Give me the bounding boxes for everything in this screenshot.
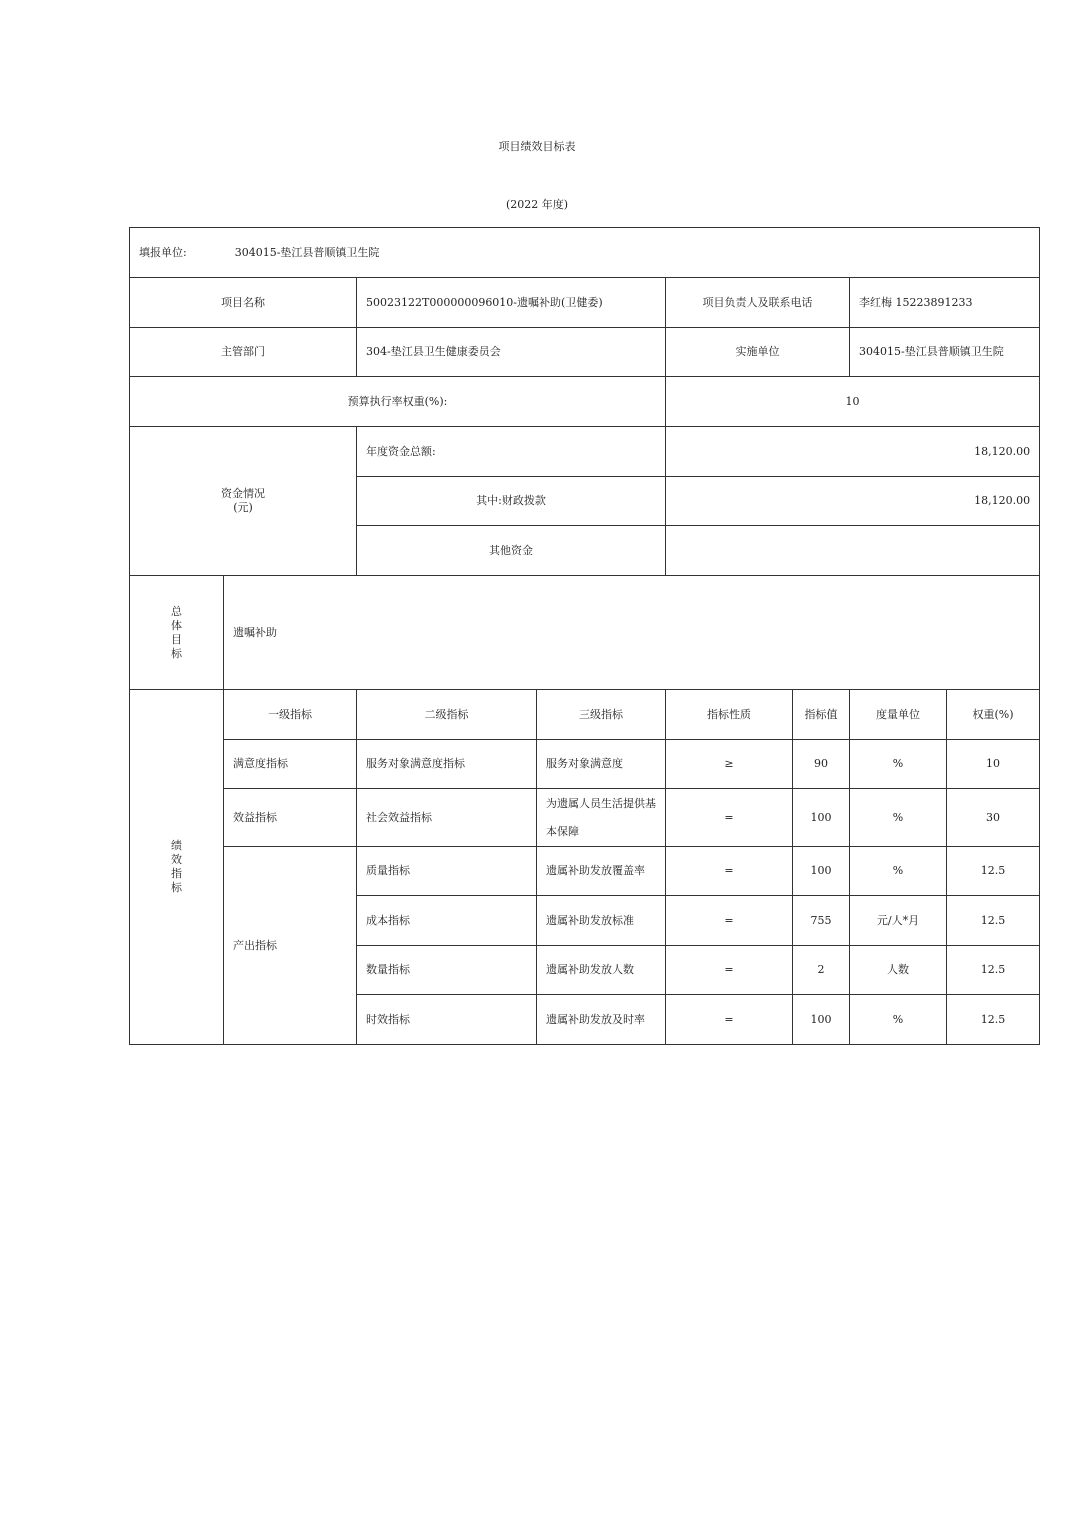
cell-weight: 30 <box>947 789 1040 847</box>
cell-level2: 服务对象满意度指标 <box>357 740 537 789</box>
perf-char: 绩 <box>171 839 182 852</box>
implementing-unit-label: 实施单位 <box>666 328 850 377</box>
perf-header-row <box>130 690 1040 740</box>
cell-weight: 12.5 <box>947 995 1040 1045</box>
table-row <box>130 789 1040 847</box>
goal-char: 总 <box>171 604 182 618</box>
cell-level1: 满意度指标 <box>224 740 357 789</box>
budget-weight-row <box>130 377 1040 427</box>
performance-table <box>129 227 1040 1045</box>
goal-char: 标 <box>171 646 182 660</box>
table-row <box>130 740 1040 789</box>
overall-goal-label <box>130 576 224 690</box>
cell-nature: = <box>666 946 793 995</box>
cell-level3: 服务对象满意度 <box>537 740 666 789</box>
cell-unit: % <box>850 740 947 789</box>
cell-value: 100 <box>793 789 850 847</box>
cell-weight: 10 <box>947 740 1040 789</box>
project-name-value: 50023122T000000096010-遗嘱补助(卫健委) <box>357 278 666 328</box>
goal-char: 目 <box>171 632 182 646</box>
goal-char: 体 <box>171 618 182 632</box>
cell-value: 100 <box>793 847 850 896</box>
cell-nature: ≥ <box>666 740 793 789</box>
cell-value: 100 <box>793 995 850 1045</box>
contact-value: 李红梅 15223891233 <box>850 278 1040 328</box>
department-label: 主管部门 <box>130 328 357 377</box>
perf-label <box>130 690 224 1045</box>
cell-nature: = <box>666 847 793 896</box>
cell-value: 90 <box>793 740 850 789</box>
cell-unit: % <box>850 847 947 896</box>
contact-label: 项目负责人及联系电话 <box>666 278 850 328</box>
page-title: 项目绩效目标表 <box>498 140 576 153</box>
funds-other-value <box>666 526 1040 576</box>
department-row <box>130 328 1040 377</box>
cell-value: 2 <box>793 946 850 995</box>
cell-unit: % <box>850 995 947 1045</box>
cell-level2: 社会效益指标 <box>357 789 537 847</box>
header-level2: 二级指标 <box>357 690 537 740</box>
overall-goal-value: 遗嘱补助 <box>224 576 1040 690</box>
funds-fiscal-label: 其中:财政拨款 <box>357 477 666 526</box>
overall-goal-row <box>130 576 1040 690</box>
cell-level3: 遗属补助发放及时率 <box>537 995 666 1045</box>
funds-label-line1: 资金情况 <box>221 487 265 500</box>
cell-level1: 产出指标 <box>224 847 357 1045</box>
funds-label-line2: (元) <box>233 501 253 514</box>
cell-unit: 人数 <box>850 946 947 995</box>
cell-nature: = <box>666 995 793 1045</box>
table-row <box>130 847 1040 896</box>
filler-value: 304015-垫江县普顺镇卫生院 <box>234 245 380 259</box>
department-value: 304-垫江县卫生健康委员会 <box>357 328 666 377</box>
perf-char: 指 <box>171 867 182 880</box>
header-level3: 三级指标 <box>537 690 666 740</box>
funds-fiscal-value: 18,120.00 <box>666 477 1040 526</box>
cell-level3: 为遗属人员生活提供基本保障 <box>537 789 666 847</box>
header-weight: 权重(%) <box>947 690 1040 740</box>
cell-level3: 遗属补助发放人数 <box>537 946 666 995</box>
cell-weight: 12.5 <box>947 847 1040 896</box>
funds-total-value: 18,120.00 <box>666 427 1040 477</box>
cell-nature: = <box>666 789 793 847</box>
filler-label: 填报单位: <box>139 245 187 259</box>
funds-other-label: 其他资金 <box>357 526 666 576</box>
header-unit: 度量单位 <box>850 690 947 740</box>
header-value: 指标值 <box>793 690 850 740</box>
cell-level2: 成本指标 <box>357 896 537 946</box>
cell-weight: 12.5 <box>947 896 1040 946</box>
funds-total-label: 年度资金总额: <box>357 427 666 477</box>
cell-nature: = <box>666 896 793 946</box>
cell-level2: 质量指标 <box>357 847 537 896</box>
report-year: (2022 年度) <box>505 198 569 211</box>
filler-cell <box>130 228 1040 278</box>
funds-label <box>130 427 357 576</box>
header-level1: 一级指标 <box>224 690 357 740</box>
cell-level2: 数量指标 <box>357 946 537 995</box>
implementing-unit-value: 304015-垫江县普顺镇卫生院 <box>850 328 1040 377</box>
cell-unit: % <box>850 789 947 847</box>
cell-level3: 遗属补助发放标准 <box>537 896 666 946</box>
project-name-row <box>130 278 1040 328</box>
cell-level2: 时效指标 <box>357 995 537 1045</box>
project-name-label: 项目名称 <box>130 278 357 328</box>
cell-weight: 12.5 <box>947 946 1040 995</box>
filler-row <box>130 228 1040 278</box>
perf-char: 效 <box>171 853 182 866</box>
cell-level3: 遗属补助发放覆盖率 <box>537 847 666 896</box>
header-nature: 指标性质 <box>666 690 793 740</box>
perf-char: 标 <box>171 881 182 894</box>
funds-total-row <box>130 427 1040 477</box>
cell-value: 755 <box>793 896 850 946</box>
cell-level1: 效益指标 <box>224 789 357 847</box>
cell-unit: 元/人*月 <box>850 896 947 946</box>
budget-weight-value: 10 <box>666 377 1040 427</box>
budget-weight-label: 预算执行率权重(%): <box>130 377 666 427</box>
